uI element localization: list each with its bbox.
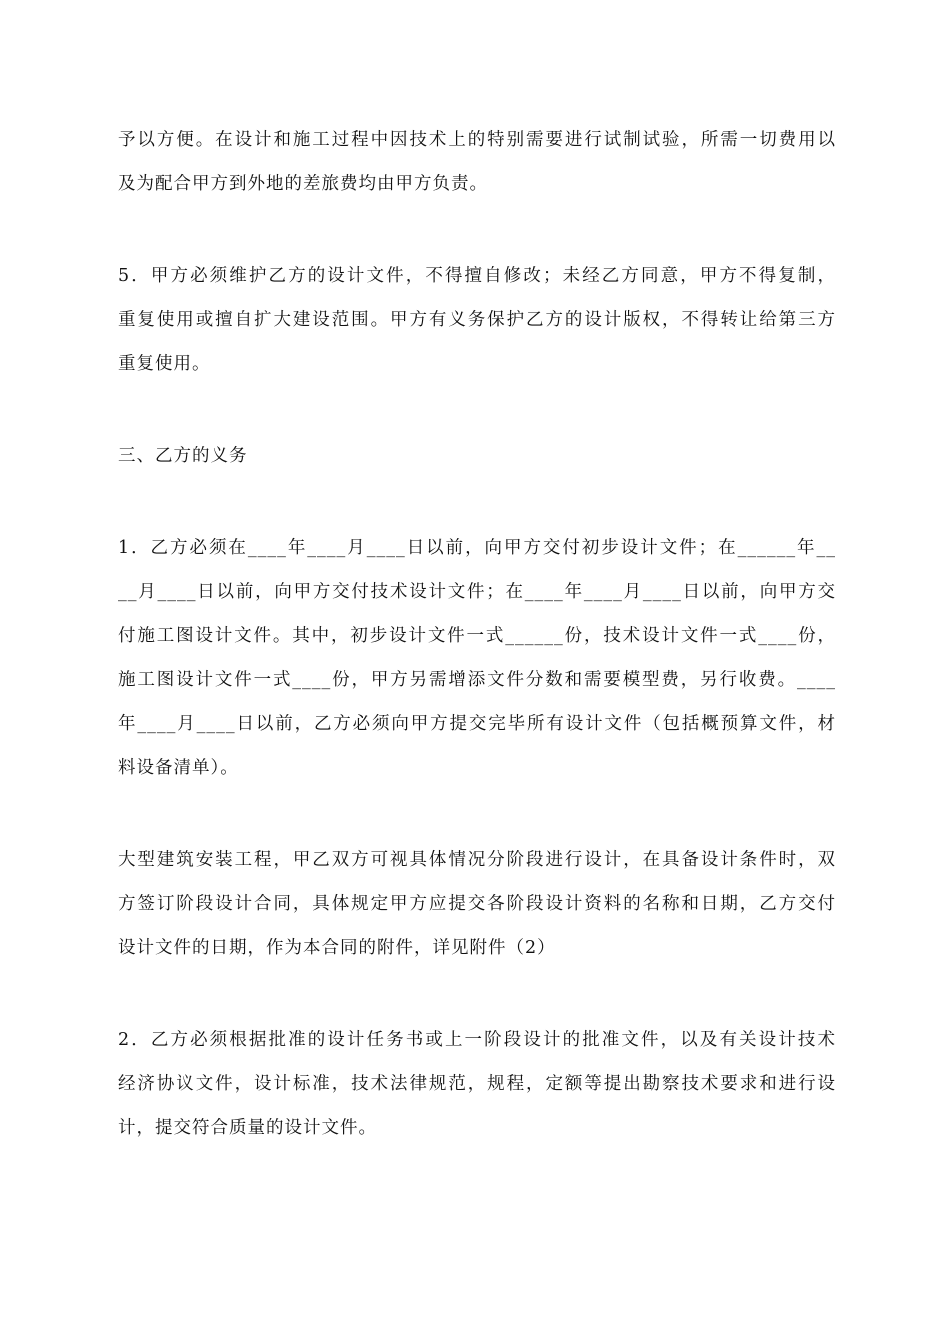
heading-line: 三、乙方的义务 [118, 446, 248, 466]
text-line: 1．乙方必须在____年____月____日以前，向甲方交付初步设计文件；在______年__ [118, 538, 836, 558]
paragraph-large-project [118, 838, 836, 970]
text-line: 及为配合甲方到外地的差旅费均由甲方负责。 [118, 174, 488, 194]
text-line: 方签订阶段设计合同，具体规定甲方应提交各阶段设计资料的名称和日期，乙方交付 [118, 894, 836, 914]
text-line: 大型建筑安装工程，甲乙双方可视具体情况分阶段进行设计，在具备设计条件时，双 [118, 850, 836, 870]
text-line: __月____日以前，向甲方交付技术设计文件；在____年____月____日以前，向甲方交 [118, 582, 836, 602]
text-line: 重复使用。 [118, 354, 211, 374]
text-line: 年____月____日以前，乙方必须向甲方提交完毕所有设计文件（包括概预算文件，材 [118, 714, 836, 734]
paragraph-item-2 [118, 1018, 836, 1150]
text-line: 2．乙方必须根据批准的设计任务书或上一阶段设计的批准文件，以及有关设计技术 [118, 1030, 836, 1050]
paragraph-continuation [118, 118, 836, 206]
text-line: 施工图设计文件一式____份，甲方另需增添文件分数和需要模型费，另行收费。____ [118, 670, 836, 690]
text-line: 料设备清单）。 [118, 758, 239, 778]
text-line: 予以方便。在设计和施工过程中因技术上的特别需要进行试制试验，所需一切费用以 [118, 130, 836, 150]
text-line: 设计文件的日期，作为本合同的附件，详见附件（2） [118, 938, 556, 958]
section-heading-3 [118, 434, 836, 478]
text-line: 5．甲方必须维护乙方的设计文件，不得擅自修改；未经乙方同意，甲方不得复制， [118, 266, 836, 286]
paragraph-item-5 [118, 254, 836, 386]
document-body [118, 118, 836, 1150]
text-line: 重复使用或擅自扩大建设范围。甲方有义务保护乙方的设计版权，不得转让给第三方 [118, 310, 836, 330]
text-line: 付施工图设计文件。其中，初步设计文件一式______份，技术设计文件一式____份， [118, 626, 836, 646]
text-line: 经济协议文件，设计标准，技术法律规范，规程，定额等提出勘察技术要求和进行设 [118, 1074, 836, 1094]
paragraph-item-1 [118, 526, 836, 790]
text-line: 计，提交符合质量的设计文件。 [118, 1118, 377, 1138]
